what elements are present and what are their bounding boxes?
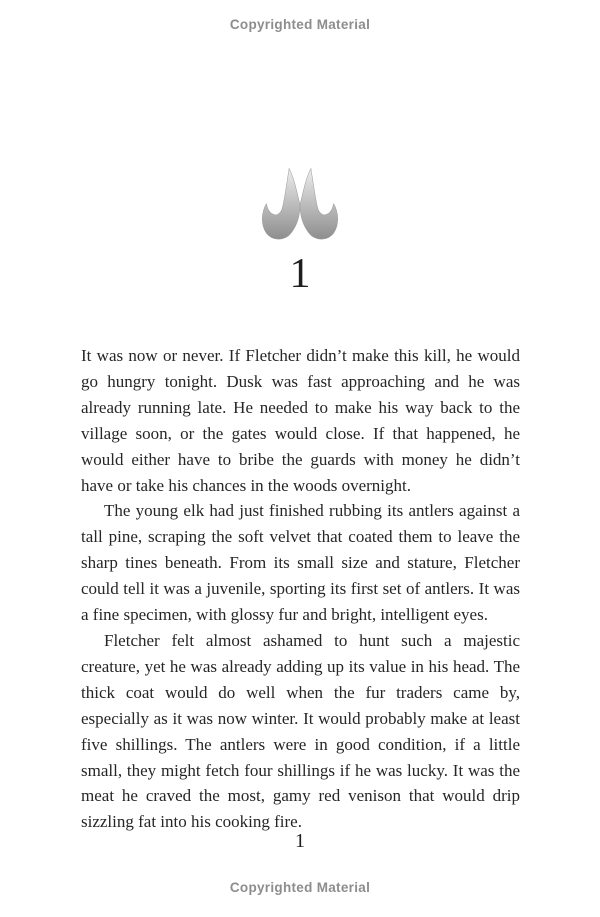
chapter-ornament [0, 165, 600, 251]
paragraph: It was now or never. If Fletcher didn’t make this kill, he would go hungry tonight. Dusk was fast approaching and he was already running late. He needed to make his way back to the village soon, or the gates would close. If that happened, he would either have to bribe the guards with money he didn’t have or take his chances in the woods overnight. [81, 346, 520, 495]
antlers-icon [258, 165, 342, 251]
chapter-number: 1 [289, 251, 311, 297]
copyright-notice-bottom: Copyrighted Material [229, 880, 371, 895]
page-number: 1 [295, 830, 305, 852]
chapter-body-text [81, 343, 520, 835]
copyright-notice-top: Copyrighted Material [229, 17, 371, 32]
paragraph: Fletcher felt almost ashamed to hunt such a majestic creature, yet he was already adding up its value in his head. The thick coat would do well when the fur traders came by, especially as it was now winter. It would probably make at least five shillings. The antlers were in good condition, if a little small, they might fetch four shillings if he was lucky. It was the meat he craved the most, gamy red venison that would drip sizzling fat into his cooking fire. [81, 630, 520, 832]
paragraph: The young elk had just finished rubbing its antlers against a tall pine, scraping the soft velvet that coated them to leave the sharp tines beneath. From its small size and stature, Fletcher could tell it was a juvenile, sporting its first set of antlers. It was a fine specimen, with glossy fur and bright, intelligent eyes. [81, 501, 520, 625]
